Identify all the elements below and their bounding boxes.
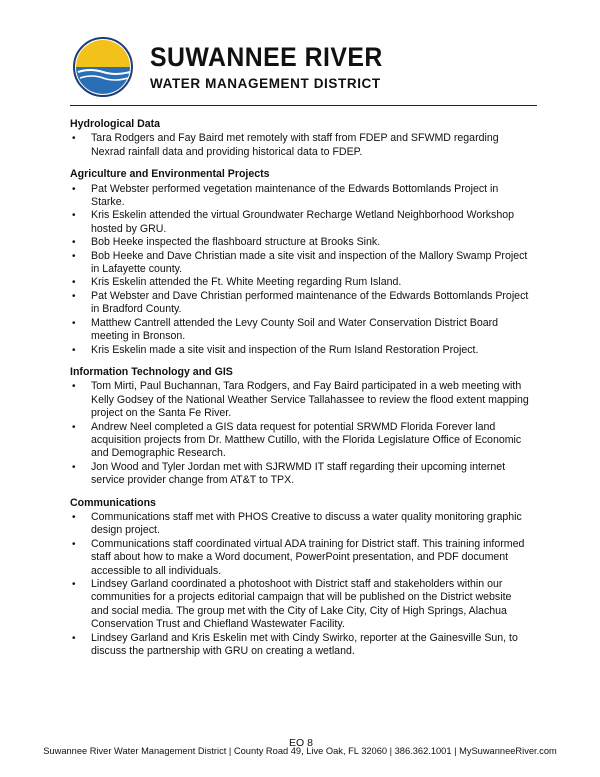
list-item: • Communications staff coordinated virtual ADA training for District staff. This training informed staff about how to make a Word document, PowerPoint presentation, and PDF document accessible to all individuals. (72, 537, 525, 577)
list-item: • Kris Eskelin made a site visit and inspection of the Rum Island Restoration Project. (72, 343, 479, 356)
list-item: • Tara Rodgers and Fay Baird met remotely with staff from FDEP and SFWMD regarding Nexrad rainfall data and providing historical data to FDEP. (72, 132, 499, 158)
bullet-icon: • (72, 237, 76, 249)
item-list (70, 511, 532, 658)
bullet-icon: • (72, 511, 76, 523)
district-seal-icon (72, 36, 134, 98)
bullet-icon: • (72, 421, 76, 433)
list-item: • Tom Mirti, Paul Buchannan, Tara Rodgers, and Fay Baird participated in a web meeting with Kelly Godsey of the National Weather Service Tallahassee to review the flood extent mapping project on the Santa Fe River. (72, 380, 529, 420)
bullet-icon: • (72, 250, 76, 262)
bullet-icon: • (72, 381, 76, 393)
list-item: • Matthew Cantrell attended the Levy County Soil and Water Conservation District Board meeting in Bronson. (72, 316, 499, 343)
page-footer: Suwannee River Water Management District | County Road 49, Live Oak, FL 32060 | 386.362.1001 | MySuwanneeRiver.com (43, 746, 557, 756)
bullet-icon: • (72, 290, 76, 302)
bullet-icon: • (72, 183, 76, 195)
list-item: • Communications staff met with PHOS Creative to discuss a water quality monitoring graphic design project. (72, 510, 522, 537)
list-item: • Andrew Neel completed a GIS data request for potential SRWMD Florida Forever land acquisition projects from Dr. Matthew Cutillo, with the Florida Legislature Office of Economic and Demographic Research. (72, 420, 522, 460)
section-title: Hydrological Data (70, 118, 161, 130)
list-item: • Lindsey Garland coordinated a photoshoot with District staff and stakeholders within our communities for a projects editorial campaign that will be published on the District website and social media. The group met with the City of Lake City, City of High Springs, Alachua Conservation Trust and Chiefland Wastewater Facility. (72, 578, 512, 631)
header-divider (70, 105, 537, 106)
bullet-icon: • (72, 133, 76, 145)
letterhead (72, 36, 542, 106)
item-list (70, 380, 532, 487)
list-item: • Bob Heeke inspected the flashboard structure at Brooks Sink. (72, 236, 381, 249)
list-item: • Kris Eskelin attended the Ft. White Meeting regarding Rum Island. (72, 276, 402, 289)
section-information-technology-gis (70, 366, 532, 488)
item-list (70, 132, 532, 159)
bullet-icon: • (72, 632, 76, 644)
report-body (70, 118, 532, 667)
item-list (70, 183, 532, 357)
bullet-icon: • (72, 579, 76, 590)
list-item: • Lindsey Garland and Kris Eskelin met with Cindy Swirko, reporter at the Gainesville Sun, to discuss the partnership with GRU on creating a wetland. (72, 631, 518, 658)
bullet-icon: • (72, 277, 76, 289)
section-agriculture-environmental (70, 168, 532, 357)
section-title: Information Technology and GIS (70, 365, 233, 378)
bullet-icon: • (72, 344, 76, 356)
org-subtitle: WATER MANAGEMENT DISTRICT (150, 76, 381, 91)
list-item: • Pat Webster and Dave Christian performed maintenance of the Edwards Bottomlands Project in Bradford County. (72, 289, 529, 316)
list-item: • Kris Eskelin attended the virtual Groundwater Recharge Wetland Neighborhood Workshop hosted by GRU. (72, 209, 515, 235)
section-title: Communications (70, 496, 156, 509)
bullet-icon: • (72, 461, 76, 473)
section-title: Agriculture and Environmental Projects (70, 168, 270, 181)
bullet-icon: • (72, 538, 76, 550)
bullet-icon: • (72, 317, 76, 329)
page-number: EO 8 (289, 737, 313, 749)
section-communications (70, 497, 532, 659)
section-hydrological-data (70, 118, 532, 159)
bullet-icon: • (72, 210, 76, 222)
list-item: • Jon Wood and Tyler Jordan met with SJRWMD IT staff regarding their upcoming internet service provider change from AT&T to TPX. (72, 460, 506, 487)
list-item: • Pat Webster performed vegetation maintenance of the Edwards Bottomlands Project in Starke. (72, 182, 499, 209)
list-item: • Bob Heeke and Dave Christian made a site visit and inspection of the Mallory Swamp Project in Lafayette county. (72, 249, 528, 276)
org-name: SUWANNEE RIVER (150, 42, 383, 72)
